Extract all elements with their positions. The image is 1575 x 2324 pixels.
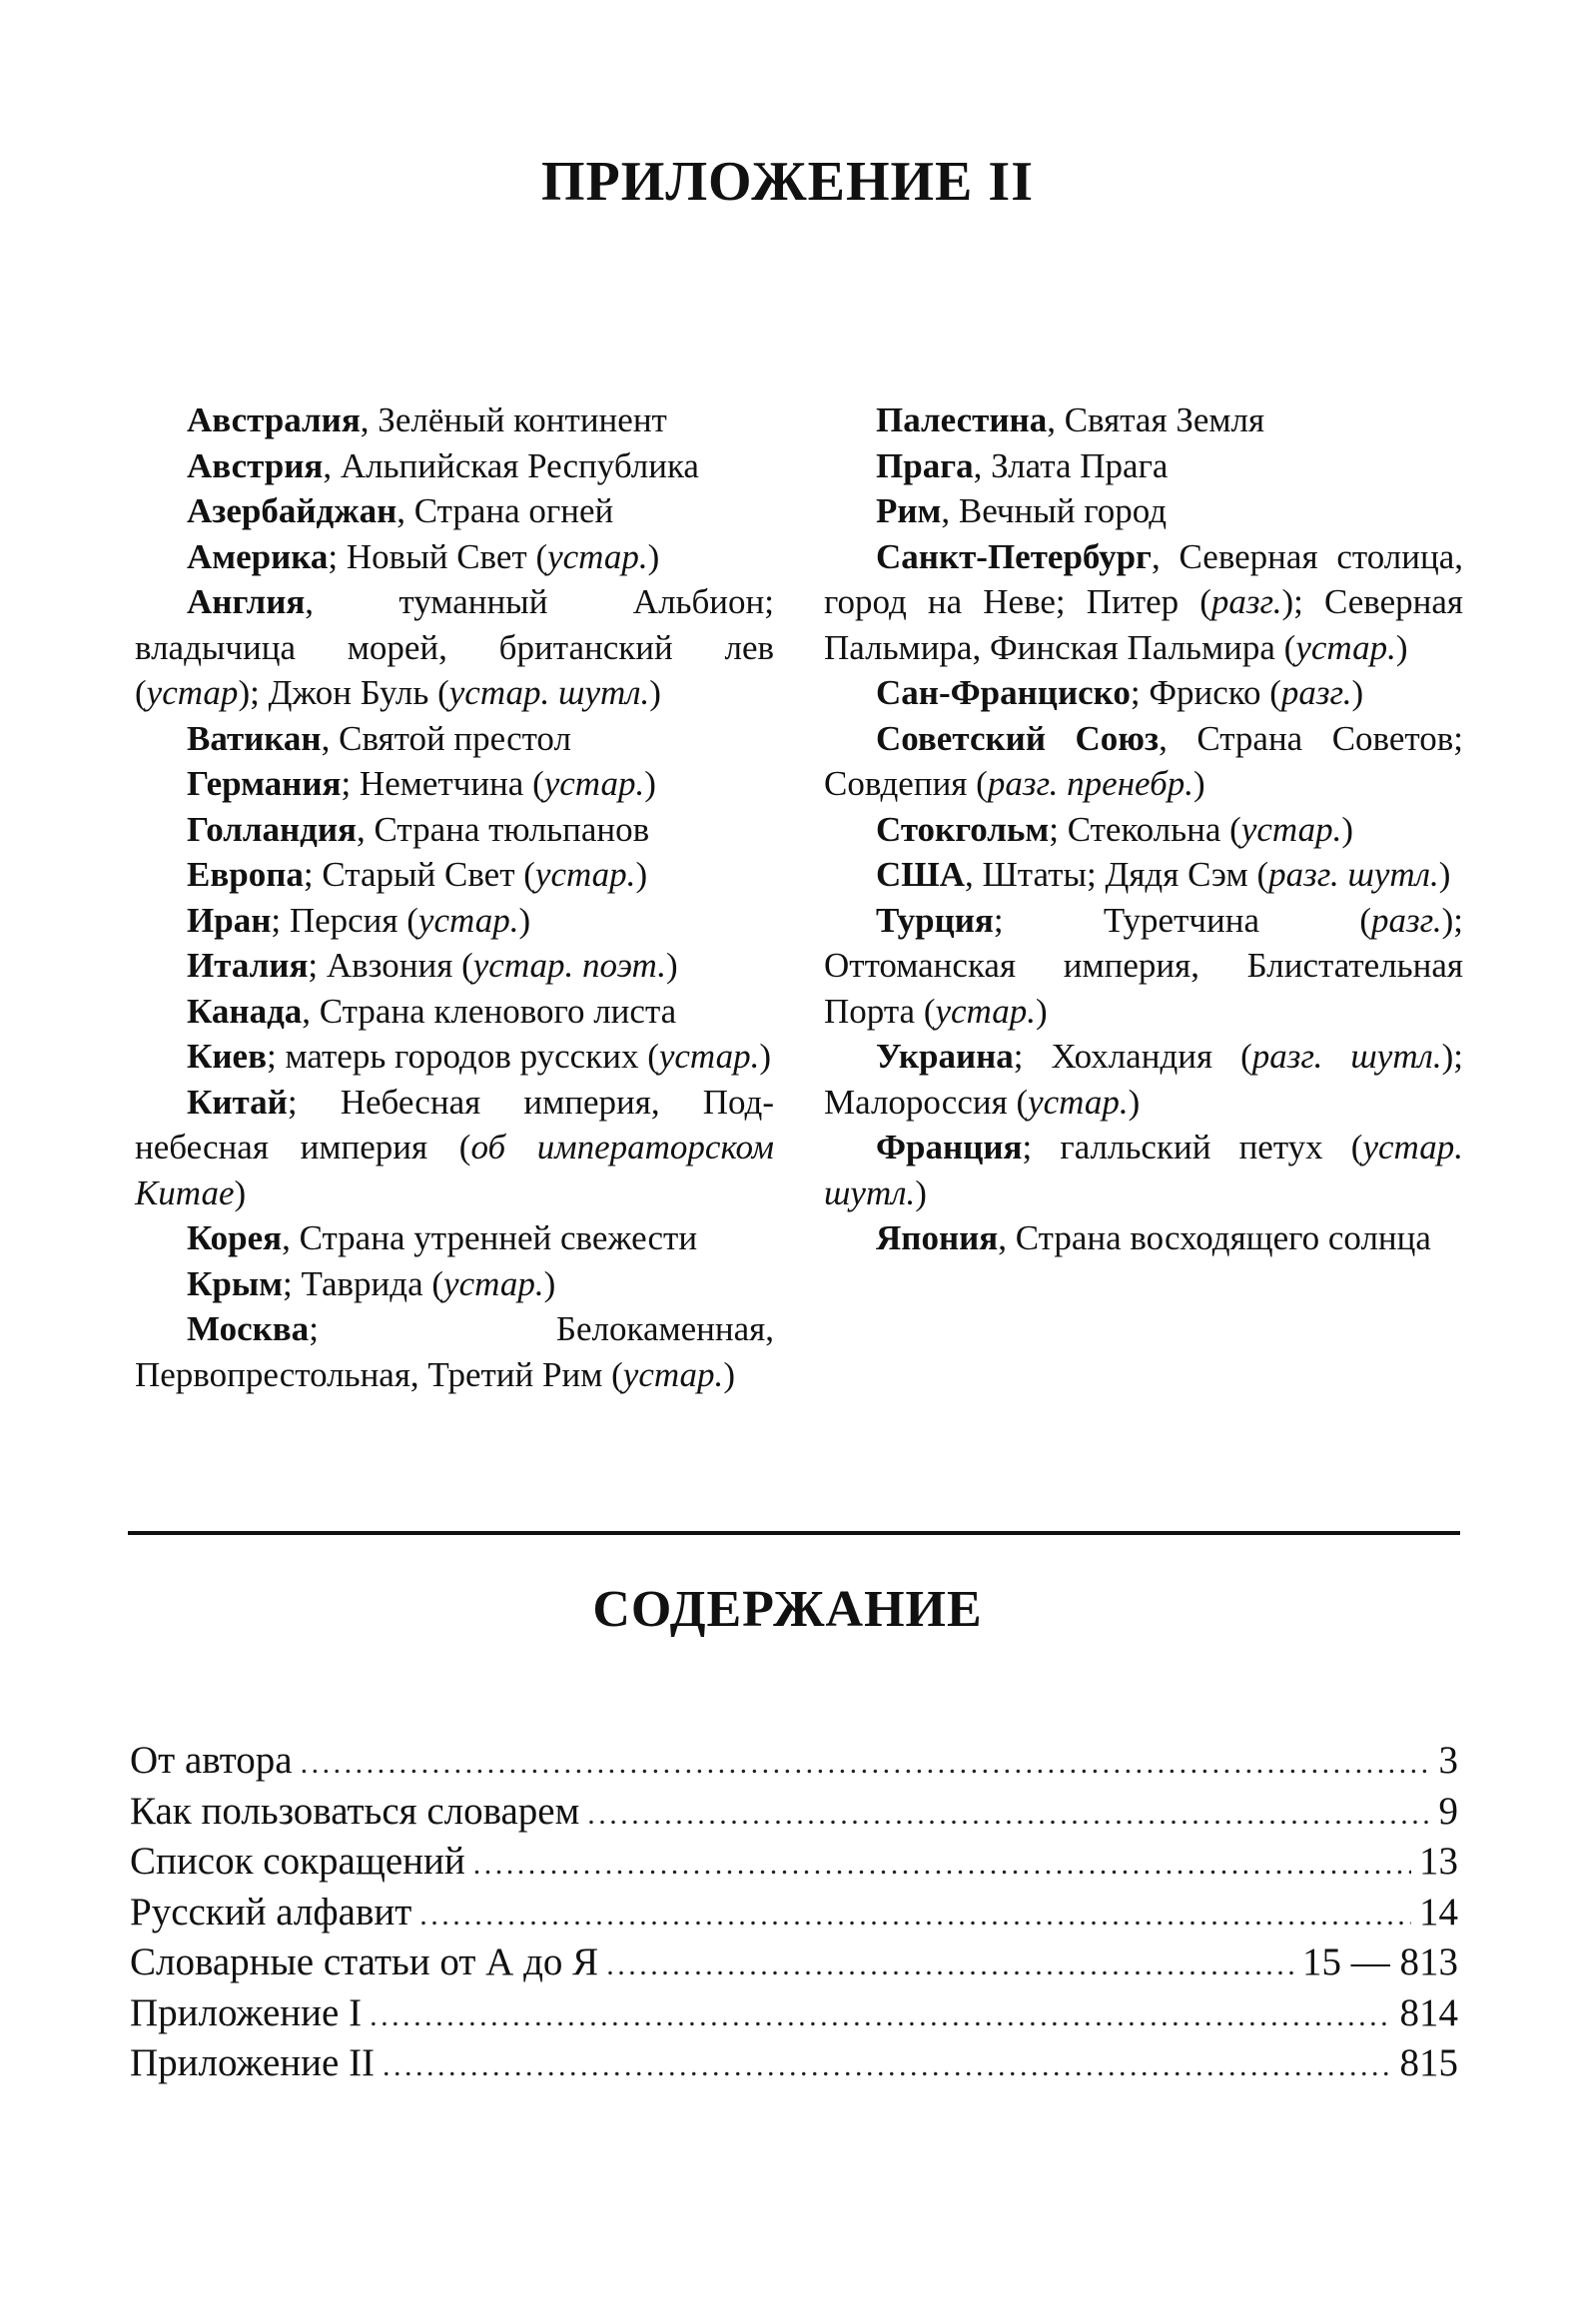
- dictionary-entry: [824, 1034, 1463, 1125]
- entry-text: , Злата Прага: [973, 445, 1169, 485]
- entry-headword: Австрия: [187, 445, 324, 485]
- entry-text: , Страна восходящего солнца: [998, 1218, 1431, 1257]
- dictionary-entry: [135, 1215, 774, 1261]
- entry-headword: Санкт-Петербург: [876, 536, 1152, 576]
- entry-headword: Германия: [187, 764, 342, 803]
- dictionary-entry: [824, 1215, 1463, 1261]
- entry-label: устар. шутл.: [448, 673, 650, 712]
- toc-row: [130, 1787, 1458, 1838]
- entry-label: устар. шутл.: [824, 1128, 1463, 1212]
- entry-text: ): [1036, 991, 1048, 1031]
- entry-headword: Иран: [187, 900, 272, 940]
- entry-text: , Вечный город: [941, 491, 1168, 530]
- toc-label: Русский алфавит: [130, 1890, 412, 1934]
- dictionary-entry: [135, 488, 774, 534]
- entry-text: ): [1351, 673, 1364, 712]
- toc-row: [130, 2038, 1458, 2089]
- entry-text: , туманный Альбион; владычица морей, британский лев (: [135, 582, 774, 712]
- entry-text: , Штаты; Дядя Сэм (: [965, 855, 1269, 894]
- entry-text: ; Неметчина (: [341, 764, 544, 803]
- entry-label: устар. поэт.: [472, 946, 667, 985]
- entry-text: ; Старый Свет (: [303, 855, 535, 894]
- entry-text: ): [1192, 764, 1205, 803]
- entry-label: разг. шутл.: [1268, 855, 1439, 894]
- entry-text: ): [647, 536, 660, 576]
- appendix-right-column: [824, 397, 1463, 1261]
- dictionary-entry: [824, 898, 1463, 1035]
- entry-headword: Европа: [187, 855, 304, 894]
- entry-text: , Северная столица, город на Неве; Питер (: [824, 536, 1463, 621]
- entry-text: ): [234, 1172, 247, 1212]
- entry-headword: Америка: [187, 536, 329, 576]
- entry-text: , Страна кленового листа: [302, 991, 677, 1031]
- toc-label: Как пользоваться словарем: [130, 1789, 580, 1833]
- entry-text: ): [1395, 627, 1408, 667]
- entry-headword: Азербайджан: [187, 491, 397, 530]
- section-divider: [128, 1531, 1460, 1535]
- entry-headword: Москва: [187, 1309, 310, 1348]
- entry-text: ); Джон Буль (: [238, 673, 449, 712]
- entry-text: ; галльский петух (: [1022, 1128, 1363, 1166]
- entry-headword: Киев: [187, 1037, 267, 1076]
- toc-leader-dots: [370, 1991, 1391, 2042]
- entry-label: устар.: [1240, 809, 1342, 849]
- dictionary-entry: [135, 943, 774, 989]
- entry-text: ): [723, 1354, 735, 1394]
- entry-label: разг.: [1371, 900, 1442, 940]
- entry-text: ; Стекольна (: [1049, 809, 1241, 849]
- entry-text: ): [666, 946, 678, 985]
- entry-label: устар.: [534, 855, 636, 894]
- dictionary-entry: [824, 443, 1463, 489]
- toc-page-number: 814: [1399, 1990, 1458, 2034]
- toc-leader-dots: [606, 1940, 1294, 1991]
- dictionary-entry: [135, 1261, 774, 1307]
- toc-row: [130, 1988, 1458, 2039]
- dictionary-entry: [135, 761, 774, 807]
- entry-text: , Страна утренней свежести: [282, 1218, 698, 1257]
- entry-text: ): [1128, 1082, 1141, 1122]
- dictionary-entry: [824, 670, 1463, 716]
- entry-text: , Страна огней: [396, 491, 614, 530]
- dictionary-entry: [135, 716, 774, 762]
- dictionary-entry: [824, 807, 1463, 853]
- dictionary-entry: [824, 397, 1463, 443]
- toc-page-number: 9: [1438, 1789, 1458, 1833]
- entry-text: ): [1438, 855, 1451, 894]
- entry-label: устар.: [622, 1354, 724, 1394]
- table-of-contents: [130, 1736, 1458, 2089]
- entry-text: ): [759, 1037, 772, 1076]
- toc-page-number: 15 — 813: [1302, 1940, 1458, 1983]
- entry-label: об императорском Китае: [135, 1128, 774, 1212]
- toc-label: От автора: [130, 1739, 293, 1782]
- dictionary-entry: [135, 989, 774, 1035]
- dictionary-entry: [135, 579, 774, 716]
- entry-text: ): [1341, 809, 1354, 849]
- entry-headword: Корея: [187, 1218, 283, 1257]
- toc-leader-dots: [419, 1891, 1411, 1941]
- toc-leader-dots: [587, 1790, 1430, 1841]
- entry-label: устар.: [543, 764, 645, 803]
- entry-headword: Турция: [876, 900, 994, 940]
- entry-text: , Альпийская Республика: [323, 445, 699, 485]
- toc-row: [130, 1736, 1458, 1787]
- entry-headword: Украина: [876, 1037, 1014, 1076]
- toc-label: Словарные статьи от А до Я: [130, 1940, 599, 1983]
- entry-label: устар: [146, 673, 239, 712]
- dictionary-entry: [135, 1034, 774, 1080]
- entry-text: , Зелёный континент: [360, 400, 667, 439]
- toc-label: Приложение II: [130, 2041, 376, 2084]
- entry-label: устар.: [658, 1037, 760, 1076]
- entry-text: ): [543, 1263, 556, 1303]
- entry-headword: Рим: [876, 491, 942, 530]
- entry-headword: Китай: [187, 1082, 288, 1122]
- entry-headword: Прага: [876, 445, 974, 485]
- toc-row: [130, 1888, 1458, 1938]
- entry-headword: Сан-Франциско: [876, 673, 1131, 712]
- entry-text: ; матерь городов русских (: [266, 1037, 659, 1076]
- entry-headword: Канада: [187, 991, 303, 1031]
- dictionary-entry: [824, 534, 1463, 671]
- toc-row: [130, 1937, 1458, 1988]
- toc-label: Список сокращений: [130, 1840, 465, 1883]
- dictionary-entry: [135, 1306, 774, 1397]
- toc-page-number: 13: [1419, 1840, 1458, 1883]
- dictionary-entry: [135, 1080, 774, 1216]
- entry-headword: Англия: [187, 582, 306, 621]
- appendix-title: ПРИЛОЖЕНИЕ II: [541, 151, 1034, 213]
- entry-text: ): [644, 764, 656, 803]
- entry-label: разг.: [1210, 582, 1282, 621]
- entry-text: ); Северная Пальмира, Финская Пальмира (: [824, 582, 1463, 667]
- entry-text: ): [635, 855, 648, 894]
- toc-leader-dots: [383, 2041, 1391, 2092]
- entry-label: устар.: [443, 1263, 544, 1303]
- entry-headword: Крым: [187, 1263, 284, 1303]
- entry-text: , Святая Земля: [1047, 400, 1265, 439]
- entry-text: ; Фриско (: [1130, 673, 1281, 712]
- entry-headword: Ватикан: [187, 718, 322, 758]
- dictionary-entry: [135, 898, 774, 944]
- entry-text: ; Небесная империя, Поднебесная империя (: [135, 1082, 774, 1166]
- dictionary-entry: [135, 534, 774, 580]
- entry-text: ; Авзония (: [308, 946, 473, 985]
- entry-headword: Франция: [876, 1128, 1023, 1166]
- toc-leader-dots: [473, 1840, 1411, 1891]
- appendix-left-column: [135, 397, 774, 1397]
- entry-text: ; Хохландия (: [1013, 1037, 1252, 1076]
- entry-label: разг. шутл.: [1251, 1037, 1442, 1076]
- entry-text: , Страна тюльпанов: [356, 809, 650, 849]
- entry-label: разг. пренебр.: [987, 764, 1193, 803]
- dictionary-entry: [135, 852, 774, 898]
- entry-text: ): [915, 1172, 927, 1212]
- entry-headword: Австралия: [187, 400, 361, 439]
- entry-headword: Палестина: [876, 400, 1048, 439]
- dictionary-entry: [824, 852, 1463, 898]
- entry-label: устар.: [935, 991, 1037, 1031]
- entry-headword: Италия: [187, 946, 309, 985]
- dictionary-entry: [824, 488, 1463, 534]
- toc-leader-dots: [301, 1739, 1431, 1790]
- entry-headword: Голландия: [187, 809, 357, 849]
- entry-label: разг.: [1280, 673, 1352, 712]
- entry-label: устар.: [1028, 1082, 1129, 1122]
- entry-text: ; Туретчина (: [993, 900, 1371, 940]
- toc-page-number: 3: [1438, 1739, 1458, 1782]
- dictionary-entry: [135, 443, 774, 489]
- entry-text: ): [518, 900, 531, 940]
- entry-text: ); Оттоманская империя, Блистательная Порта (: [824, 900, 1463, 1031]
- entry-text: ); Малороссия (: [824, 1037, 1463, 1122]
- entry-headword: Япония: [876, 1218, 999, 1257]
- entry-headword: Стокгольм: [876, 809, 1050, 849]
- dictionary-entry: [135, 807, 774, 853]
- toc-row: [130, 1837, 1458, 1888]
- dictionary-entry: [824, 1125, 1463, 1215]
- dictionary-entry: [135, 397, 774, 443]
- entry-label: устар.: [547, 536, 648, 576]
- toc-page-number: 14: [1419, 1890, 1458, 1934]
- entry-label: устар.: [1295, 627, 1396, 667]
- entry-text: ; Таврида (: [283, 1263, 444, 1303]
- contents-title: СОДЕРЖАНИЕ: [592, 1581, 983, 1638]
- entry-text: ; Новый Свет (: [328, 536, 548, 576]
- entry-headword: США: [876, 855, 965, 894]
- toc-page-number: 815: [1399, 2041, 1458, 2084]
- entry-label: устар.: [417, 900, 519, 940]
- entry-text: , Страна Советов; Совдепия (: [824, 718, 1463, 803]
- entry-text: ; Белокаменная, Первопрестольная, Третий Рим (: [135, 1309, 774, 1394]
- entry-text: ; Персия (: [271, 900, 418, 940]
- entry-text: , Святой престол: [321, 718, 571, 758]
- entry-text: ): [649, 673, 661, 712]
- dictionary-entry: [824, 716, 1463, 807]
- toc-label: Приложение I: [130, 1990, 363, 2034]
- entry-headword: Советский Союз: [876, 718, 1160, 758]
